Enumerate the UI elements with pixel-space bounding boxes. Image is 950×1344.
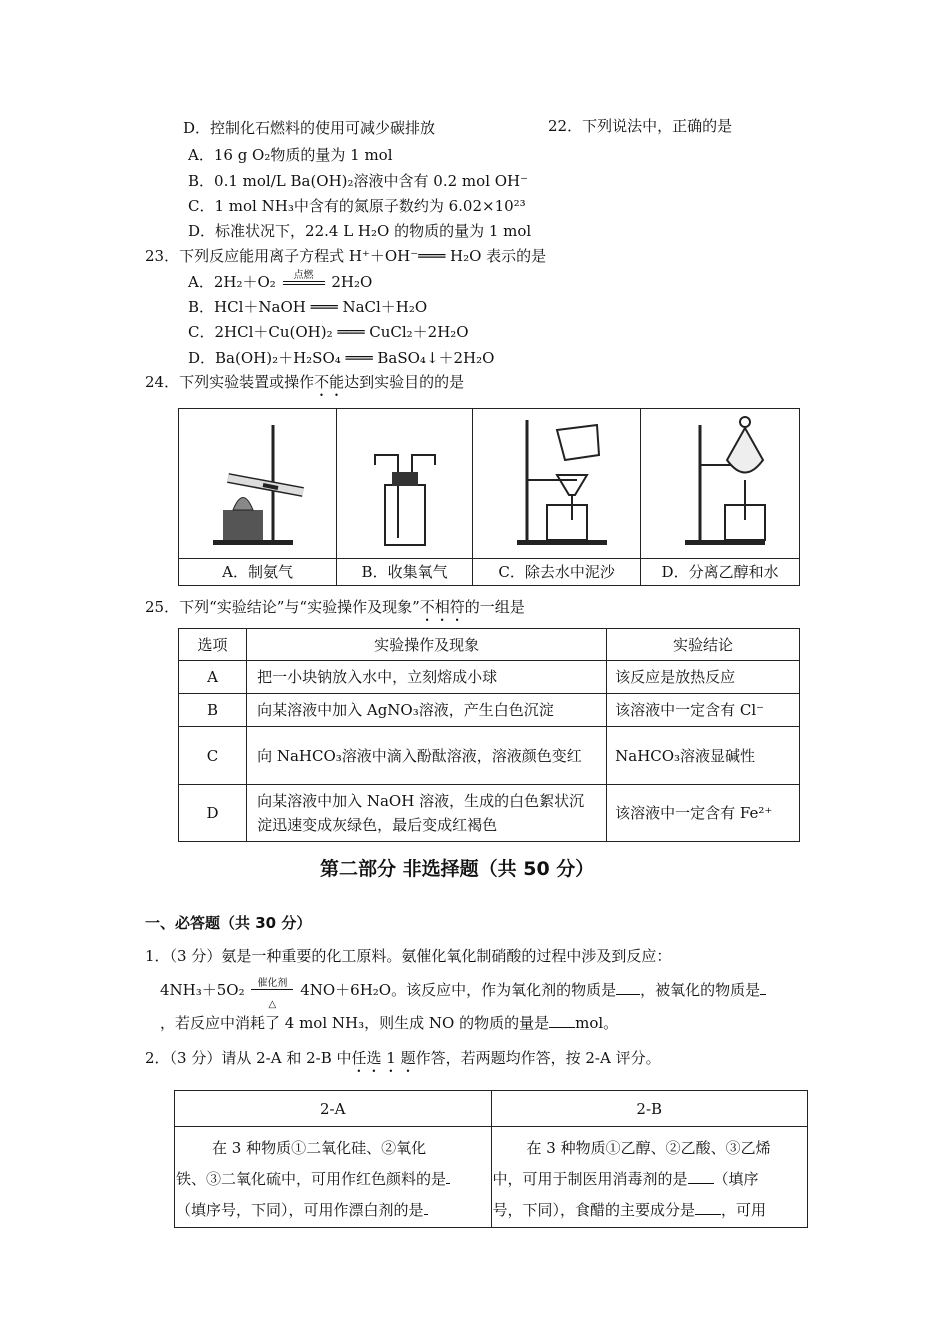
q1-line1: 1．（3 分）氨是一种重要的化工原料。氨催化氧化制硝酸的过程中涉及到反应： (145, 947, 672, 965)
q1-eq-left: 4NH₃＋5O₂ (160, 981, 245, 999)
q23-stem: 23．下列反应能用离子方程式 H⁺＋OH⁻═══ H₂O 表示的是 (145, 247, 547, 265)
q2-a-line2 (176, 1164, 490, 1195)
q2-a-line2-text: 铁、③二氧化硫中，可用作红色颜料的是 (176, 1170, 447, 1188)
q2-a-line3 (176, 1195, 490, 1226)
q22-stem: 22．下列说法中，正确的是 (548, 117, 733, 135)
apparatus-a-image (179, 409, 337, 559)
apparatus-d-label: D．分离乙醇和水 (641, 559, 800, 586)
q2-b-blank2[interactable] (695, 1200, 721, 1215)
q23-option-a (188, 272, 372, 292)
q2-col-b-body (491, 1127, 808, 1228)
q23-option-a-right: 2H₂O (331, 273, 373, 291)
q2-col-a-header: 2-A (175, 1091, 492, 1127)
q2-stem-emph: 任选 1 题 (351, 1049, 416, 1067)
section1-title: 一、必答题（共 30 分） (145, 914, 312, 932)
q22-option-c: C．1 mol NH₃中含有的氮原子数约为 6.02×10²³ (188, 197, 526, 215)
q23-option-a-left: A．2H₂＋O₂ (188, 273, 276, 291)
q25-row-b-opt: B (179, 694, 247, 727)
q2-b-line2-text: 中，可用于制医用消毒剂的是 (492, 1170, 688, 1188)
q24-stem-pre: 24．下列实验装置或操作 (145, 373, 315, 391)
q1-blank-no-amount[interactable] (549, 1013, 575, 1028)
q25-row-d-conc: 该溶液中一定含有 Fe²⁺ (607, 785, 800, 842)
q23-option-b: B．HCl＋NaOH ═══ NaCl＋H₂O (188, 298, 428, 316)
q23-option-d: D．Ba(OH)₂＋H₂SO₄ ═══ BaSO₄↓＋2H₂O (188, 349, 495, 367)
apparatus-table (178, 408, 800, 586)
q25-row-d-op: 向某溶液中加入 NaOH 溶液，生成的白色絮状沉淀迅速变成灰绿色，最后变成红褐色 (247, 785, 607, 842)
q25-header-conc: 实验结论 (607, 629, 800, 661)
q25-stem-pre: 25．下列“实验结论”与“实验操作及现象” (145, 598, 420, 616)
q25-stem (145, 597, 525, 625)
q2-table (174, 1090, 808, 1228)
q1-line3-b: mol。 (575, 1014, 619, 1032)
q2-col-a-body (175, 1127, 492, 1228)
apparatus-c-image (473, 409, 641, 559)
q2-b-line3-tail: ，可用 (721, 1201, 767, 1219)
q25-row-a-opt: A (179, 661, 247, 694)
q25-row-c-op: 向 NaHCO₃溶液中滴入酚酞溶液，溶液颜色变红 (247, 727, 607, 785)
q2-b-line2-tail: （填序 (713, 1170, 759, 1188)
q25-row-a-conc: 该反应是放热反应 (607, 661, 800, 694)
q25-row-b-conc: 该溶液中一定含有 Cl⁻ (607, 694, 800, 727)
q2-a-line1: 在 3 种物质①二氧化硅、②氧化 (212, 1139, 427, 1157)
q2-stem-pre: 2．（3 分）请从 2-A 和 2-B 中 (145, 1049, 352, 1067)
q25-row-d-opt: D (179, 785, 247, 842)
ignite-condition: 点燃 (293, 270, 314, 281)
apparatus-b-image (337, 409, 473, 559)
q1-eq-right: 4NO＋6H₂O。该反应中，作为氧化剂的物质是 (300, 981, 617, 999)
apparatus-a-label: A．制氨气 (179, 559, 337, 586)
q1-reaction-condition (249, 978, 295, 1010)
q25-table (178, 628, 800, 842)
apparatus-d-image (641, 409, 800, 559)
q2-b-line1: 在 3 种物质①乙醇、②乙酸、③乙烯 (526, 1139, 771, 1157)
heat-label: △ (268, 999, 277, 1010)
q25-row-c-conc: NaHCO₃溶液显碱性 (607, 727, 800, 785)
apparatus-c-label: C．除去水中泥沙 (473, 559, 641, 586)
q2-b-blank1[interactable] (688, 1169, 714, 1184)
q21-option-d: D．控制化石燃料的使用可减少碳排放 (183, 119, 436, 137)
q1-blank-oxidized[interactable] (760, 980, 766, 995)
q24-stem-post: 达到实验目的的是 (344, 373, 465, 391)
q25-header-opt: 选项 (179, 629, 247, 661)
q2-stem (145, 1048, 661, 1076)
q2-stem-post: 作答，若两题均作答，按 2-A 评分。 (415, 1049, 661, 1067)
q1-blank-oxidant[interactable] (616, 980, 640, 995)
q25-stem-post: 的一组是 (464, 598, 525, 616)
q1-line3 (160, 1013, 618, 1033)
q2-col-b-header: 2-B (491, 1091, 808, 1127)
part2-title: 第二部分 非选择题（共 50 分） (320, 858, 595, 880)
q2-b-line3 (493, 1195, 807, 1226)
q25-stem-emph: 不相符 (419, 598, 465, 616)
q23-option-c: C．2HCl＋Cu(OH)₂ ═══ CuCl₂＋2H₂O (188, 323, 469, 341)
q2-b-line3-text: 号，下同），食醋的主要成分是 (492, 1201, 696, 1219)
q2-a-blank2[interactable] (424, 1200, 428, 1215)
q2-b-line2 (493, 1164, 807, 1195)
q25-header-op: 实验操作及现象 (247, 629, 607, 661)
q22-option-a: A．16 g O₂物质的量为 1 mol (188, 146, 393, 164)
catalyst-label: 催化剂 (257, 978, 288, 989)
q1-line3-a: ，若反应中消耗了 4 mol NH₃，则生成 NO 的物质的量是 (160, 1014, 550, 1032)
q25-row-c-opt: C (179, 727, 247, 785)
q2-a-line3-text: （填序号，下同），可用作漂白剂的是 (176, 1201, 424, 1219)
q22-option-d: D．标准状况下，22.4 L H₂O 的物质的量为 1 mol (188, 222, 532, 240)
q25-row-a-op: 把一小块钠放入水中，立刻熔成小球 (247, 661, 607, 694)
apparatus-b-label: B．收集氧气 (337, 559, 473, 586)
q1-equation-line (160, 978, 766, 1010)
q24-stem (145, 372, 464, 400)
q25-row-b-op: 向某溶液中加入 AgNO₃溶液，产生白色沉淀 (247, 694, 607, 727)
q2-a-blank1[interactable] (446, 1169, 450, 1184)
q22-option-b: B．0.1 mol/L Ba(OH)₂溶液中含有 0.2 mol OH⁻ (188, 172, 529, 190)
reaction-condition (281, 270, 327, 291)
q1-eq-mid: ，被氧化的物质是 (640, 981, 761, 999)
q24-stem-emph: 不能 (314, 373, 345, 391)
